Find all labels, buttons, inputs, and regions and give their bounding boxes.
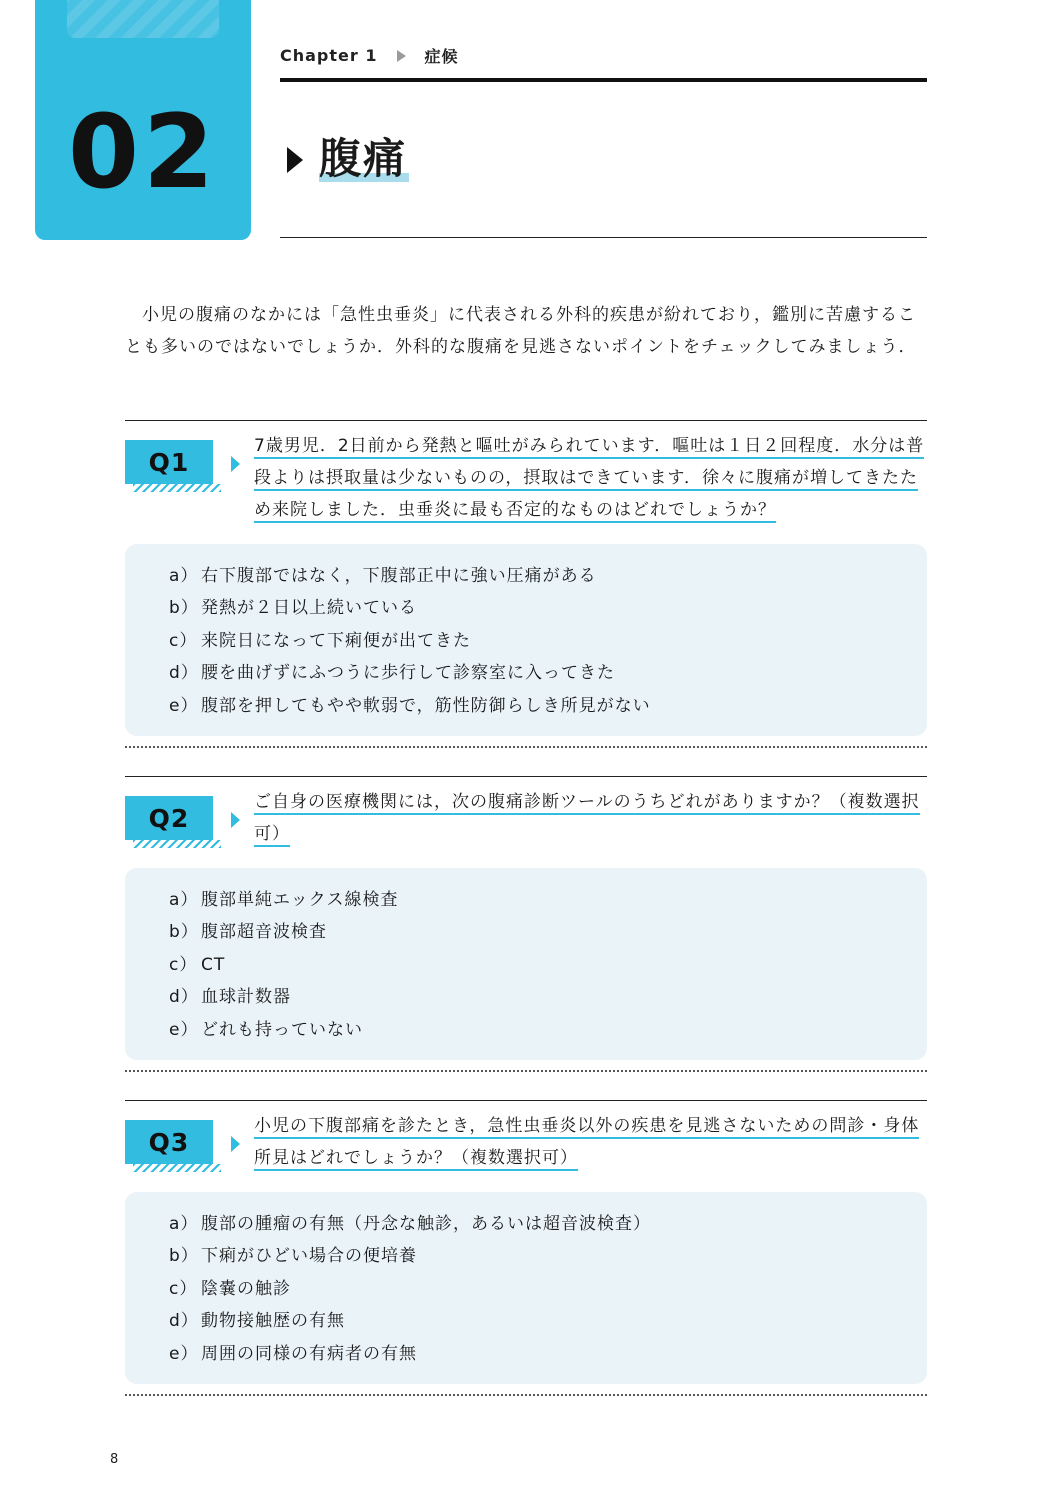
option-letter: a） bbox=[169, 566, 199, 586]
answer-option bbox=[169, 592, 927, 624]
option-text: 腹部単純エックス線検査 bbox=[201, 890, 399, 910]
option-letter: e） bbox=[169, 695, 199, 716]
answer-option bbox=[169, 690, 927, 722]
option-letter: d） bbox=[169, 663, 199, 684]
chapter-label: Chapter 1 bbox=[280, 46, 378, 65]
section-number: 02 bbox=[68, 93, 218, 212]
answer-option bbox=[169, 981, 927, 1013]
option-text: 発熱が２日以上続いている bbox=[201, 598, 417, 619]
intro-paragraph: 小児の腹痛のなかには「急性虫垂炎」に代表される外科的疾患が紛れており，鑑別に苦慮することも多いのではないでしょうか．外科的な腹痛を見逃さないポイントをチェックしてみましょう． bbox=[125, 305, 917, 357]
answer-option bbox=[169, 560, 927, 592]
triangle-right-icon bbox=[231, 812, 240, 828]
dotted-divider bbox=[125, 1070, 927, 1072]
dotted-divider bbox=[125, 746, 927, 748]
answer-option bbox=[169, 884, 927, 916]
answer-box bbox=[125, 868, 927, 1060]
question-badge: Q2 bbox=[125, 796, 213, 840]
option-letter: c） bbox=[169, 1278, 198, 1299]
answer-option bbox=[169, 1338, 927, 1370]
answer-box bbox=[125, 544, 927, 736]
option-text: 腰を曲げずにふつうに歩行して診察室に入ってきた bbox=[201, 663, 615, 684]
question-badge: Q3 bbox=[125, 1120, 213, 1164]
question-text: 小児の下腹部痛を診たとき，急性虫垂炎以外の疾患を見逃さないための問診・身体所見はどれでしょうか？（複数選択可） bbox=[254, 1110, 929, 1174]
dotted-divider bbox=[125, 1394, 927, 1396]
option-text: 腹部超音波検査 bbox=[201, 922, 327, 943]
option-text: 周囲の同様の有病者の有無 bbox=[201, 1343, 417, 1364]
page-number: 8 bbox=[110, 1452, 119, 1467]
triangle-right-icon bbox=[231, 1136, 240, 1152]
option-letter: b） bbox=[169, 922, 199, 943]
decorative-stripe bbox=[67, 0, 219, 38]
option-text: CT bbox=[201, 954, 226, 975]
option-text: 腹部の腫瘤の有無（丹念な触診，あるいは超音波検査） bbox=[201, 1214, 651, 1234]
answer-option bbox=[169, 1305, 927, 1337]
option-letter: c） bbox=[169, 630, 198, 651]
section-rule bbox=[125, 420, 927, 421]
triangle-right-icon bbox=[287, 147, 303, 173]
answer-option bbox=[169, 1240, 927, 1272]
badge-stripe bbox=[133, 484, 221, 492]
triangle-right-icon bbox=[231, 456, 240, 472]
badge-stripe bbox=[133, 840, 221, 848]
option-letter: c） bbox=[169, 954, 198, 975]
option-text: どれも持っていない bbox=[201, 1019, 363, 1040]
page-title: 腹痛 bbox=[319, 134, 408, 183]
option-text: 動物接触歴の有無 bbox=[201, 1311, 345, 1332]
option-text: 来院日になって下痢便が出てきた bbox=[201, 630, 471, 651]
header-rule bbox=[280, 78, 927, 82]
chapter-number-block bbox=[35, 0, 251, 240]
answer-option bbox=[169, 1273, 927, 1305]
option-text: 下痢がひどい場合の便培養 bbox=[201, 1246, 417, 1267]
answer-option bbox=[169, 625, 927, 657]
option-letter: e） bbox=[169, 1019, 199, 1040]
question-badge: Q1 bbox=[125, 440, 213, 484]
option-letter: b） bbox=[169, 598, 199, 619]
answer-option bbox=[169, 949, 927, 981]
option-letter: a） bbox=[169, 890, 199, 910]
section-rule bbox=[125, 776, 927, 777]
answer-option bbox=[169, 1014, 927, 1046]
question-text: ご自身の医療機関には，次の腹痛診断ツールのうちどれがありますか？（複数選択可） bbox=[254, 786, 929, 850]
option-text: 腹部を押してもやや軟弱で，筋性防御らしき所見がない bbox=[201, 695, 651, 716]
answer-option bbox=[169, 1208, 927, 1240]
chapter-topic: 症候 bbox=[424, 47, 459, 66]
answer-option bbox=[169, 916, 927, 948]
chevron-right-icon bbox=[397, 50, 406, 62]
option-letter: a） bbox=[169, 1214, 199, 1234]
option-text: 右下腹部ではなく，下腹部正中に強い圧痛がある bbox=[201, 566, 597, 586]
question-text: 7歳男児．2日前から発熱と嘔吐がみられています．嘔吐は１日２回程度．水分は普段よりは摂取量は少ないものの，摂取はできています．徐々に腹痛が増してきたため来院しました．虫垂炎に最も否定的なものはどれでしょうか？ bbox=[254, 430, 929, 526]
option-text: 陰嚢の触診 bbox=[201, 1278, 291, 1299]
section-rule bbox=[125, 1100, 927, 1101]
title-rule bbox=[280, 237, 927, 238]
answer-box bbox=[125, 1192, 927, 1384]
option-text: 血球計数器 bbox=[201, 987, 291, 1008]
option-letter: d） bbox=[169, 1311, 199, 1332]
option-letter: e） bbox=[169, 1343, 199, 1364]
breadcrumb bbox=[280, 44, 459, 67]
badge-stripe bbox=[133, 1164, 221, 1172]
page-title-wrap bbox=[287, 134, 409, 183]
option-letter: d） bbox=[169, 987, 199, 1008]
answer-option bbox=[169, 657, 927, 689]
option-letter: b） bbox=[169, 1246, 199, 1267]
